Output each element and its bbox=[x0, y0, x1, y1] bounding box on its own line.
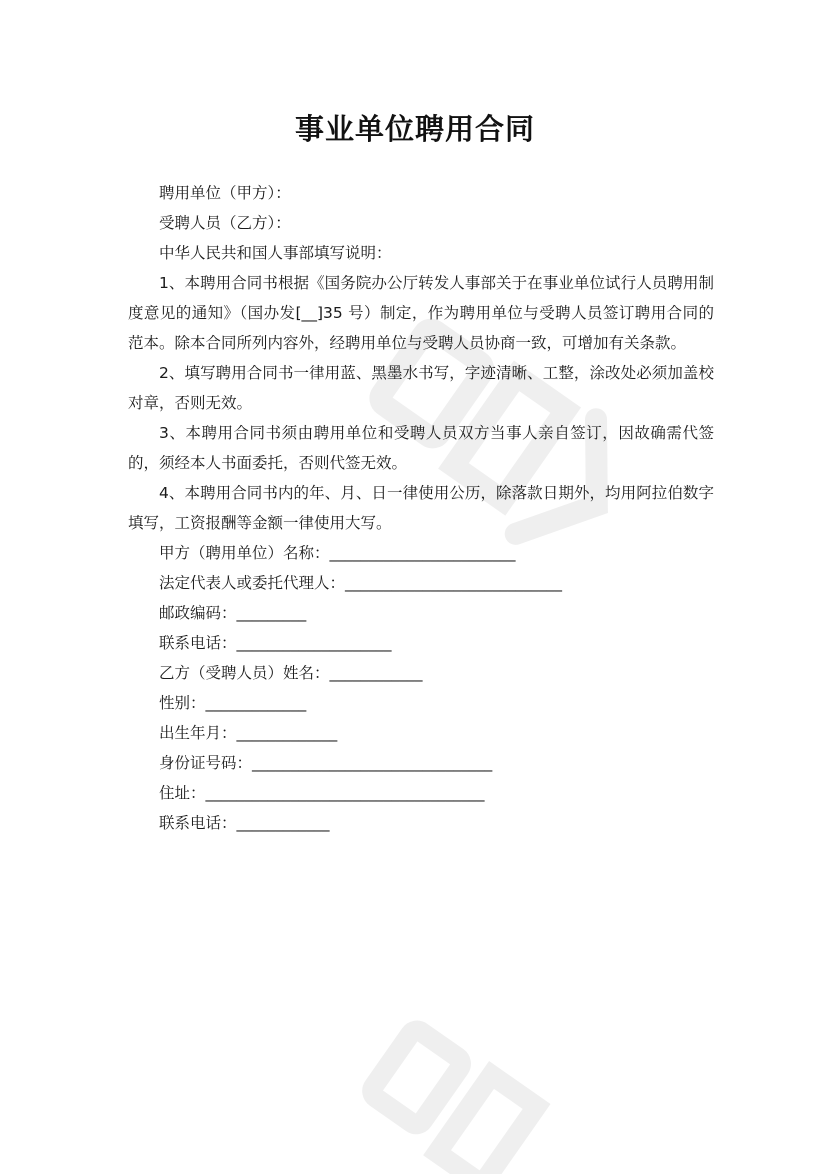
gender-field: 性别：_____________ bbox=[159, 694, 307, 712]
employee-line: 受聘人员（乙方）： bbox=[159, 214, 291, 232]
instruction-3: 3、本聘用合同书须由聘用单位和受聘人员双方当事人亲自签订，因故确需代签的，须经本人书面委托，否则代签无效。 bbox=[128, 424, 714, 472]
address-field: 住址：____________________________________ bbox=[159, 784, 485, 802]
legal-representative-field: 法定代表人或委托代理人：____________________________ bbox=[159, 574, 563, 592]
instruction-4: 4、本聘用合同书内的年、月、日一律使用公历，除落款日期外，均用阿拉伯数字填写，工资报酬等金额一律使用大写。 bbox=[128, 484, 714, 532]
party-a-phone-field: 联系电话：____________________ bbox=[159, 634, 392, 652]
document-title: 事业单位聘用合同 bbox=[294, 112, 535, 146]
instructions-heading: 中华人民共和国人事部填写说明： bbox=[159, 244, 392, 262]
instruction-2: 2、填写聘用合同书一律用蓝、黑墨水书写，字迹清晰、工整，涂改处必须加盖校对章，否则无效。 bbox=[128, 364, 714, 412]
watermark-logo-bottom bbox=[330, 1010, 590, 1174]
instruction-1: 1、本聘用合同书根据《国务院办公厅转发人事部关于在事业单位试行人员聘用制度意见的通知》（国办发[__]35 号）制定，作为聘用单位与受聘人员签订聘用合同的范本。除本合同所列内容外，经聘用单位与受聘人员协商一致，可增加有关条款。 bbox=[128, 274, 714, 352]
document-body bbox=[128, 178, 714, 838]
party-b-phone-field: 联系电话：____________ bbox=[159, 814, 330, 832]
id-number-field: 身份证号码：_______________________________ bbox=[159, 754, 493, 772]
party-b-name-field: 乙方（受聘人员）姓名：____________ bbox=[159, 664, 423, 682]
employer-line: 聘用单位（甲方）： bbox=[159, 184, 291, 202]
party-a-name-field: 甲方（聘用单位）名称：________________________ bbox=[159, 544, 516, 562]
birth-date-field: 出生年月：_____________ bbox=[159, 724, 338, 742]
postal-code-field: 邮政编码：_________ bbox=[159, 604, 307, 622]
